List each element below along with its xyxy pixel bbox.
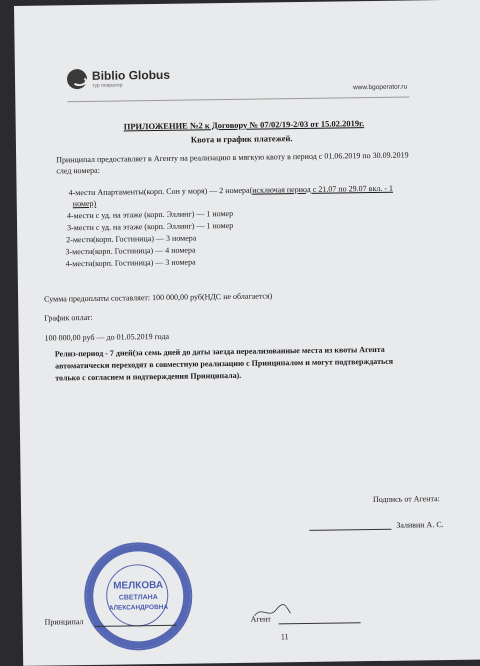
brand-tagline: тур оператор [92, 82, 123, 89]
room-line: 2-местн(корп. Гостиница) — 3 номера [66, 233, 197, 245]
schedule-item: 100 000,00 руб — до 01.05.2019 года [44, 331, 170, 343]
website: www.bgoperator.ru [352, 83, 408, 92]
header-divider [67, 96, 409, 102]
room-exception-note: исключая период с 21.07 по 29.07 вкл. - 1 [252, 183, 394, 195]
room-line: 4-местн с уд. на этаже (корп. Эллинг) — 1 номер [66, 208, 234, 221]
room-line: 3-местн с уд. на этаже (корп. Эллинг) — 1 номер [67, 220, 234, 233]
room-line: номер) [72, 198, 97, 209]
room-line: 4-местн Апартаменты(корп. Сон у моря) — 2 номера(исключая период с 21.07 по 29.07 вкл. - 1 [68, 183, 394, 198]
seal-name-1: МЕЛКОВА [113, 579, 164, 592]
brand-name: Biblio Globus [91, 67, 171, 83]
room-line: 3-местн(корп. Гостиница) — 4 номера [65, 245, 196, 257]
intro-text-cont: след номера: [56, 165, 100, 176]
company-seal [84, 542, 193, 651]
agent-signature-line [309, 529, 391, 531]
prepayment-text: Сумма предоплаты составляет: 100 000,00 руб(НДС не облагается) [44, 291, 273, 304]
release-period-text: Релиз-период - 7 дней(за семь дней до даты заезда нереализованные места из квоты Агента [54, 344, 385, 359]
seal-name-2: СВЕТЛАНА [118, 594, 158, 602]
agent-name: Заливин А. С. [396, 520, 444, 530]
brand-logo [67, 68, 170, 89]
agent-bottom-signature-line [279, 622, 361, 624]
page-number: 11 [280, 632, 289, 642]
globe-logo-icon [67, 69, 87, 89]
room-line: 4-местн(корп. Гостиница) — 3 номера [65, 257, 196, 269]
schedule-label: График оплат: [44, 312, 93, 323]
intro-text: Принципал предоставляет в Агенту на реализацию в мягкую квоту в период с 01.06.2019 по 30.09.2019 [56, 150, 409, 165]
agent-signature-caption: Подпись от Агента: [372, 494, 440, 505]
doc-subtitle: Квота и график платежей. [190, 133, 293, 145]
release-period-text-cont2: только с согласнем и подтверждения Принципала). [55, 370, 242, 383]
document-page [14, 0, 480, 666]
principal-label: Принципал [44, 617, 84, 627]
seal-name-3: АЛЕКСАНДРОВНА [108, 603, 169, 612]
agent-label: Агент [250, 614, 271, 624]
doc-title: ПРИЛОЖЕНИЕ №2 к Договору № 07/02/19-2/03 от 15.02.2019г. [123, 118, 365, 132]
release-period-text-cont: автоматически переходят в совместную реализацию с Принципалом и могут подтверждаться [54, 356, 394, 371]
